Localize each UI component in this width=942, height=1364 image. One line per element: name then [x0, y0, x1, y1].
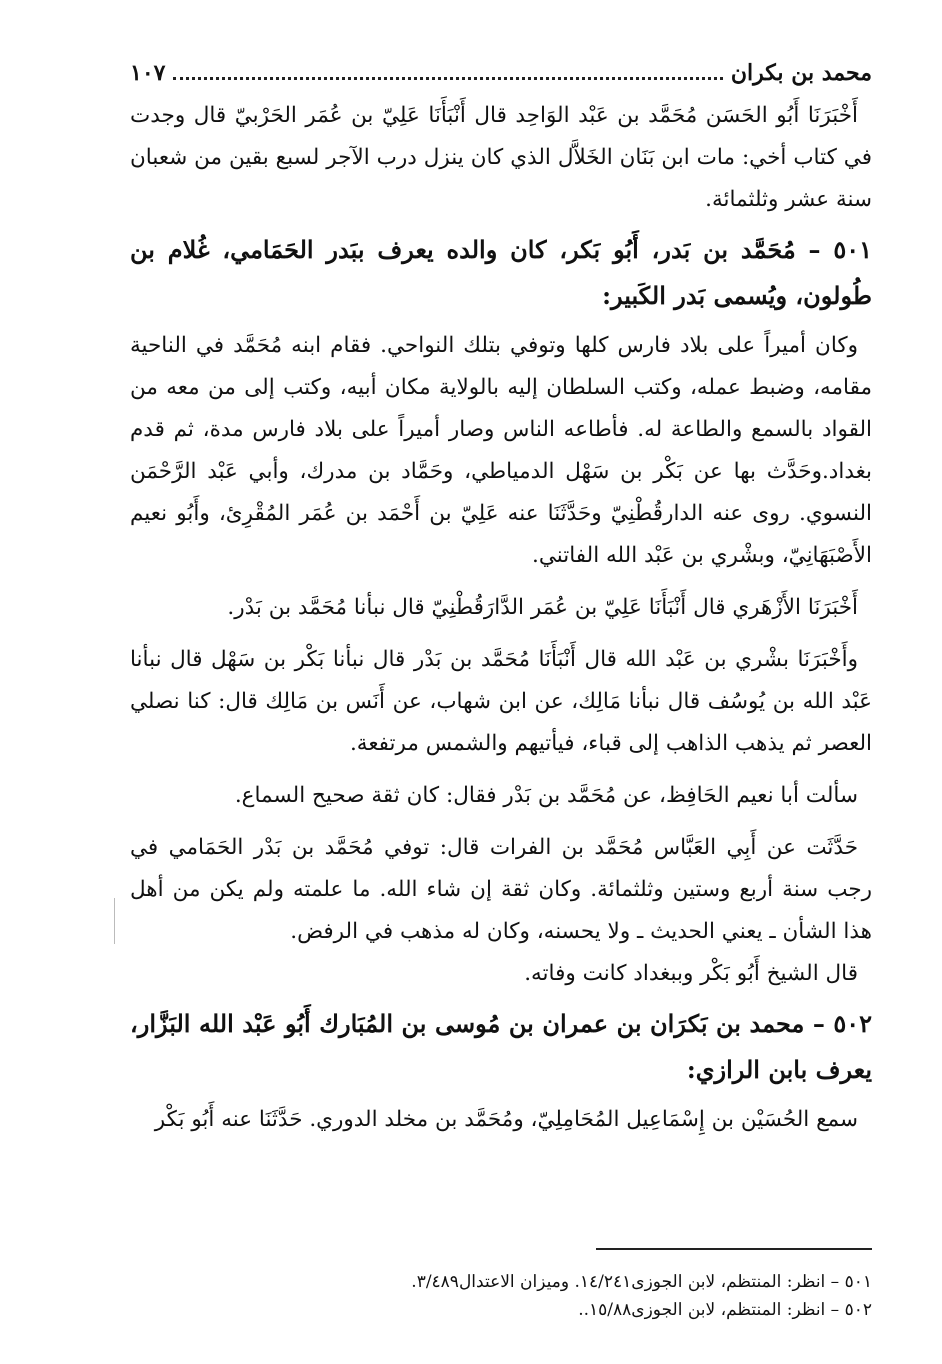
paragraph: قال الشيخ أَبُو بَكْر وببغداد كانت وفاته. [524, 961, 858, 986]
book-page [130, 55, 872, 1141]
margin-mark [114, 898, 115, 944]
paragraph: أَخْبَرَنَا الأَزْهَري قال أَنْبَأَنَا عَلِيّ بن عُمَر الدَّارَقُطْنِيّ قال نبأنا مُحَمَّد بن بَدْر. [227, 595, 858, 620]
running-header [130, 55, 872, 95]
paragraph: أَخْبَرَنَا أَبُو الحَسَن مُحَمَّد بن عَبْد الوَاحِد قال أَنْبَأَنَا عَلِيّ بن عُمَر الحَرْبيّ قال وجدت في كتاب أخي: مات ابن بَنَان الخَلاَّل الذي كان ينزل درب الآجر لسبع بقين من شعبان سنة عشر وثلثمائة. [130, 103, 872, 212]
paragraph: سمع الحُسَيْن بن إِسْمَاعِيل المُحَامِلِيّ، ومُحَمَّد بن مخلد الدوري. حَدَّثَنَا عنه أَبُو بَكْر [154, 1107, 858, 1132]
paragraph: وأَخْبَرَنَا بشْري بن عَبْد الله قال أَنْبَأَنَا مُحَمَّد بن بَدْر قال نبأنا بَكْر بن سَهْل قال نبأنا عَبْد الله بن يُوسُف قال نبأنا مَالِك، عن ابن شهاب، عن أَنَس بن مَالِك قال: كنا نصلي العصر ثم يذهب الذاهب إلى قباء، فيأتيهم والشمس مرتفعة. [130, 647, 872, 756]
paragraph: وكان أميراً على بلاد فارس كلها وتوفي بتلك النواحي. فقام ابنه مُحَمَّد في الناحية مقامه، وضبط عمله، وكتب السلطان إليه بالولاية مكان أبيه، وكتب إلى من معه من القواد بالسمع والطاعة له. فأطاعه الناس وصار أميراً على بلاد فارس مدة، ثم قدم بغداد.وحَدَّث بها عن بَكْر بن سَهْل الدمياطي، وحَمَّاد بن مدرك، وأبي عَبْد الرَّحْمَن النسوي. روى عنه الدارقُطْنِيّ وحَدَّثَنَا عنه عَلِيّ بن أَحْمَد بن عُمَر المُقْرِئ، وأَبُو نعيم الأَصْبَهَانِيّ، وبشْري بن عَبْد الله الفاتني. [130, 333, 872, 568]
footnote: ٥٠٢ – انظر: المنتظم، لابن الجوزى١٥/٨٨.. [578, 1300, 872, 1320]
entry-heading-502: ٥٠٢ – محمد بن بَكرَان بن عمران بن مُوسى بن المُبَارك أَبُو عَبْد الله البَزَّار، يعرف بابن الرازي: [130, 1009, 872, 1084]
paragraph: حَدَّثَت عن أَبِي العَبَّاس مُحَمَّد بن الفرات قال: توفي مُحَمَّد بن بَدْر الحَمَامي في رجب سنة أربع وستين وثلثمائة. وكان ثقة إن شاء الله. ما علمته ولم يكن من أهل هذا الشأن ـ يعني الحديث ـ ولا يحسنه، وكان له مذهب في الرفض. [130, 835, 872, 944]
running-title: محمد بن بكران [730, 60, 872, 86]
page-number: ١٠٧ [130, 60, 166, 86]
footnotes [330, 1268, 872, 1324]
footnote: ٥٠١ – انظر: المنتظم، لابن الجوزى١٤/٢٤١. وميزان الاعتدال٣/٤٨٩. [411, 1272, 872, 1292]
paragraph: سألت أبا نعيم الحَافِظ، عن مُحَمَّد بن بَدْر فقال: كان ثقة صحيح السماع. [234, 783, 858, 808]
leader-dots [173, 77, 722, 80]
footnote-rule [596, 1248, 872, 1250]
entry-heading-501: ٥٠١ – مُحَمَّد بن بَدر، أَبُو بَكر، كان والده يعرف ببَدر الحَمَامي، غُلام بن طُولون، ويُسمى بَدر الكَبير: [130, 235, 872, 310]
